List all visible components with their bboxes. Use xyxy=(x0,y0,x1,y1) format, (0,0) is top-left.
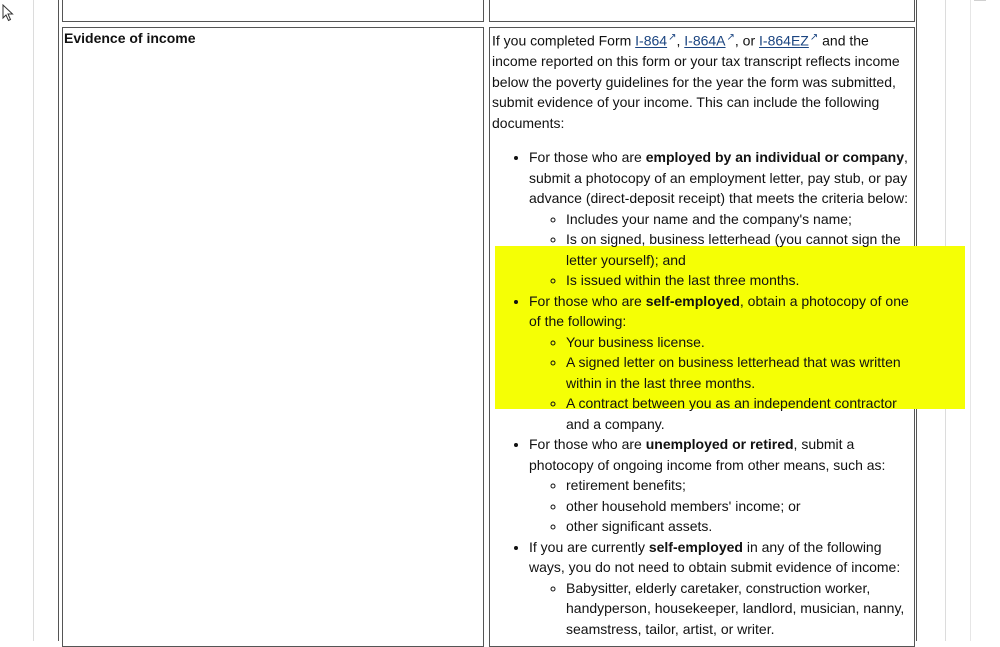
list-item xyxy=(529,434,916,537)
bullet-text: For those who are xyxy=(529,149,646,166)
list-item xyxy=(529,537,916,640)
bullet-bold: employed by an individual or company xyxy=(645,149,905,166)
bullet-text: For those who are xyxy=(529,436,646,453)
row-header: Evidence of income xyxy=(64,30,196,46)
mouse-pointer-icon xyxy=(2,4,14,22)
sub-list-item: ◦ retirement benefits; xyxy=(566,475,916,496)
intro-paragraph xyxy=(492,28,916,133)
intro-text: , or xyxy=(734,32,760,49)
table-cell-header xyxy=(62,27,484,647)
sub-list xyxy=(529,475,916,537)
form-i864a-link[interactable]: I-864A xyxy=(684,32,726,49)
bullet-text: in any of the following ways, you do not need to obtain submit evidence of income: xyxy=(529,538,901,576)
sub-list xyxy=(529,578,916,640)
bullet-text: , submit a photocopy of ongoing income from other means, such as: xyxy=(529,436,886,473)
sub-list xyxy=(529,209,916,291)
bullet-bold: unemployed or retired xyxy=(645,436,794,453)
bullet-text: If you are currently xyxy=(529,538,649,555)
external-link-icon: ↗ xyxy=(809,32,819,43)
sub-list-item: ◦ Your business license. xyxy=(566,332,916,353)
sub-list-item: ◦ A signed letter on business letterhead that was written within in the last three months. xyxy=(566,352,916,393)
sub-list-item: ◦ other significant assets. xyxy=(566,516,916,537)
sub-list-item: ◦ Includes your name and the company's name; xyxy=(566,209,916,230)
bullet-text: For those who are xyxy=(529,292,646,309)
scrollbar-track[interactable] xyxy=(970,0,971,641)
sub-list-item: ◦ Babysitter, elderly caretaker, construction worker, handyperson, housekeeper, landlord, musician, nanny, seamstress, tailor, artist, or writer. xyxy=(566,578,916,640)
list-item xyxy=(529,147,916,291)
intro-text: , xyxy=(676,32,685,49)
external-link-icon: ↗ xyxy=(668,32,677,43)
form-i864-link[interactable]: I-864 xyxy=(635,32,668,49)
evidence-list xyxy=(492,147,916,639)
bullet-text: , obtain a photocopy of one of the following: xyxy=(529,292,909,330)
external-link-icon: ↗ xyxy=(726,32,735,43)
sub-list-item: ◦ Is issued within the last three months. xyxy=(566,270,916,291)
list-item xyxy=(529,291,916,435)
bullet-text: , submit a photocopy of an employment letter, pay stub, or pay advance (direct-deposit receipt) that meets the criteria below: xyxy=(529,149,908,207)
scrollbar-marker xyxy=(974,0,986,1)
bullet-bold: self-employed xyxy=(648,538,743,555)
table-cell-previous-right xyxy=(489,0,915,22)
sub-list-item: ◦ Is on signed, business letterhead (you cannot sign the letter yourself); and xyxy=(566,229,916,270)
sub-list-item: ◦ other household members' income; or xyxy=(566,496,916,517)
sub-list-item: ◦ A contract between you as an independent contractor and a company. xyxy=(566,393,916,434)
page-margin-line xyxy=(33,0,34,641)
intro-text: and the income reported on this form or your tax transcript reflects income below the poverty guidelines for the year the form was submitted, submit evidence of your income. This can include the following documents: xyxy=(492,32,900,131)
bullet-bold: self-employed xyxy=(645,292,740,309)
evidence-content xyxy=(492,28,916,639)
form-i864ez-link[interactable]: I-864EZ xyxy=(759,32,809,49)
table-cell-previous-left xyxy=(62,0,484,22)
intro-text: If you completed Form xyxy=(492,32,636,49)
sub-list xyxy=(529,332,916,435)
